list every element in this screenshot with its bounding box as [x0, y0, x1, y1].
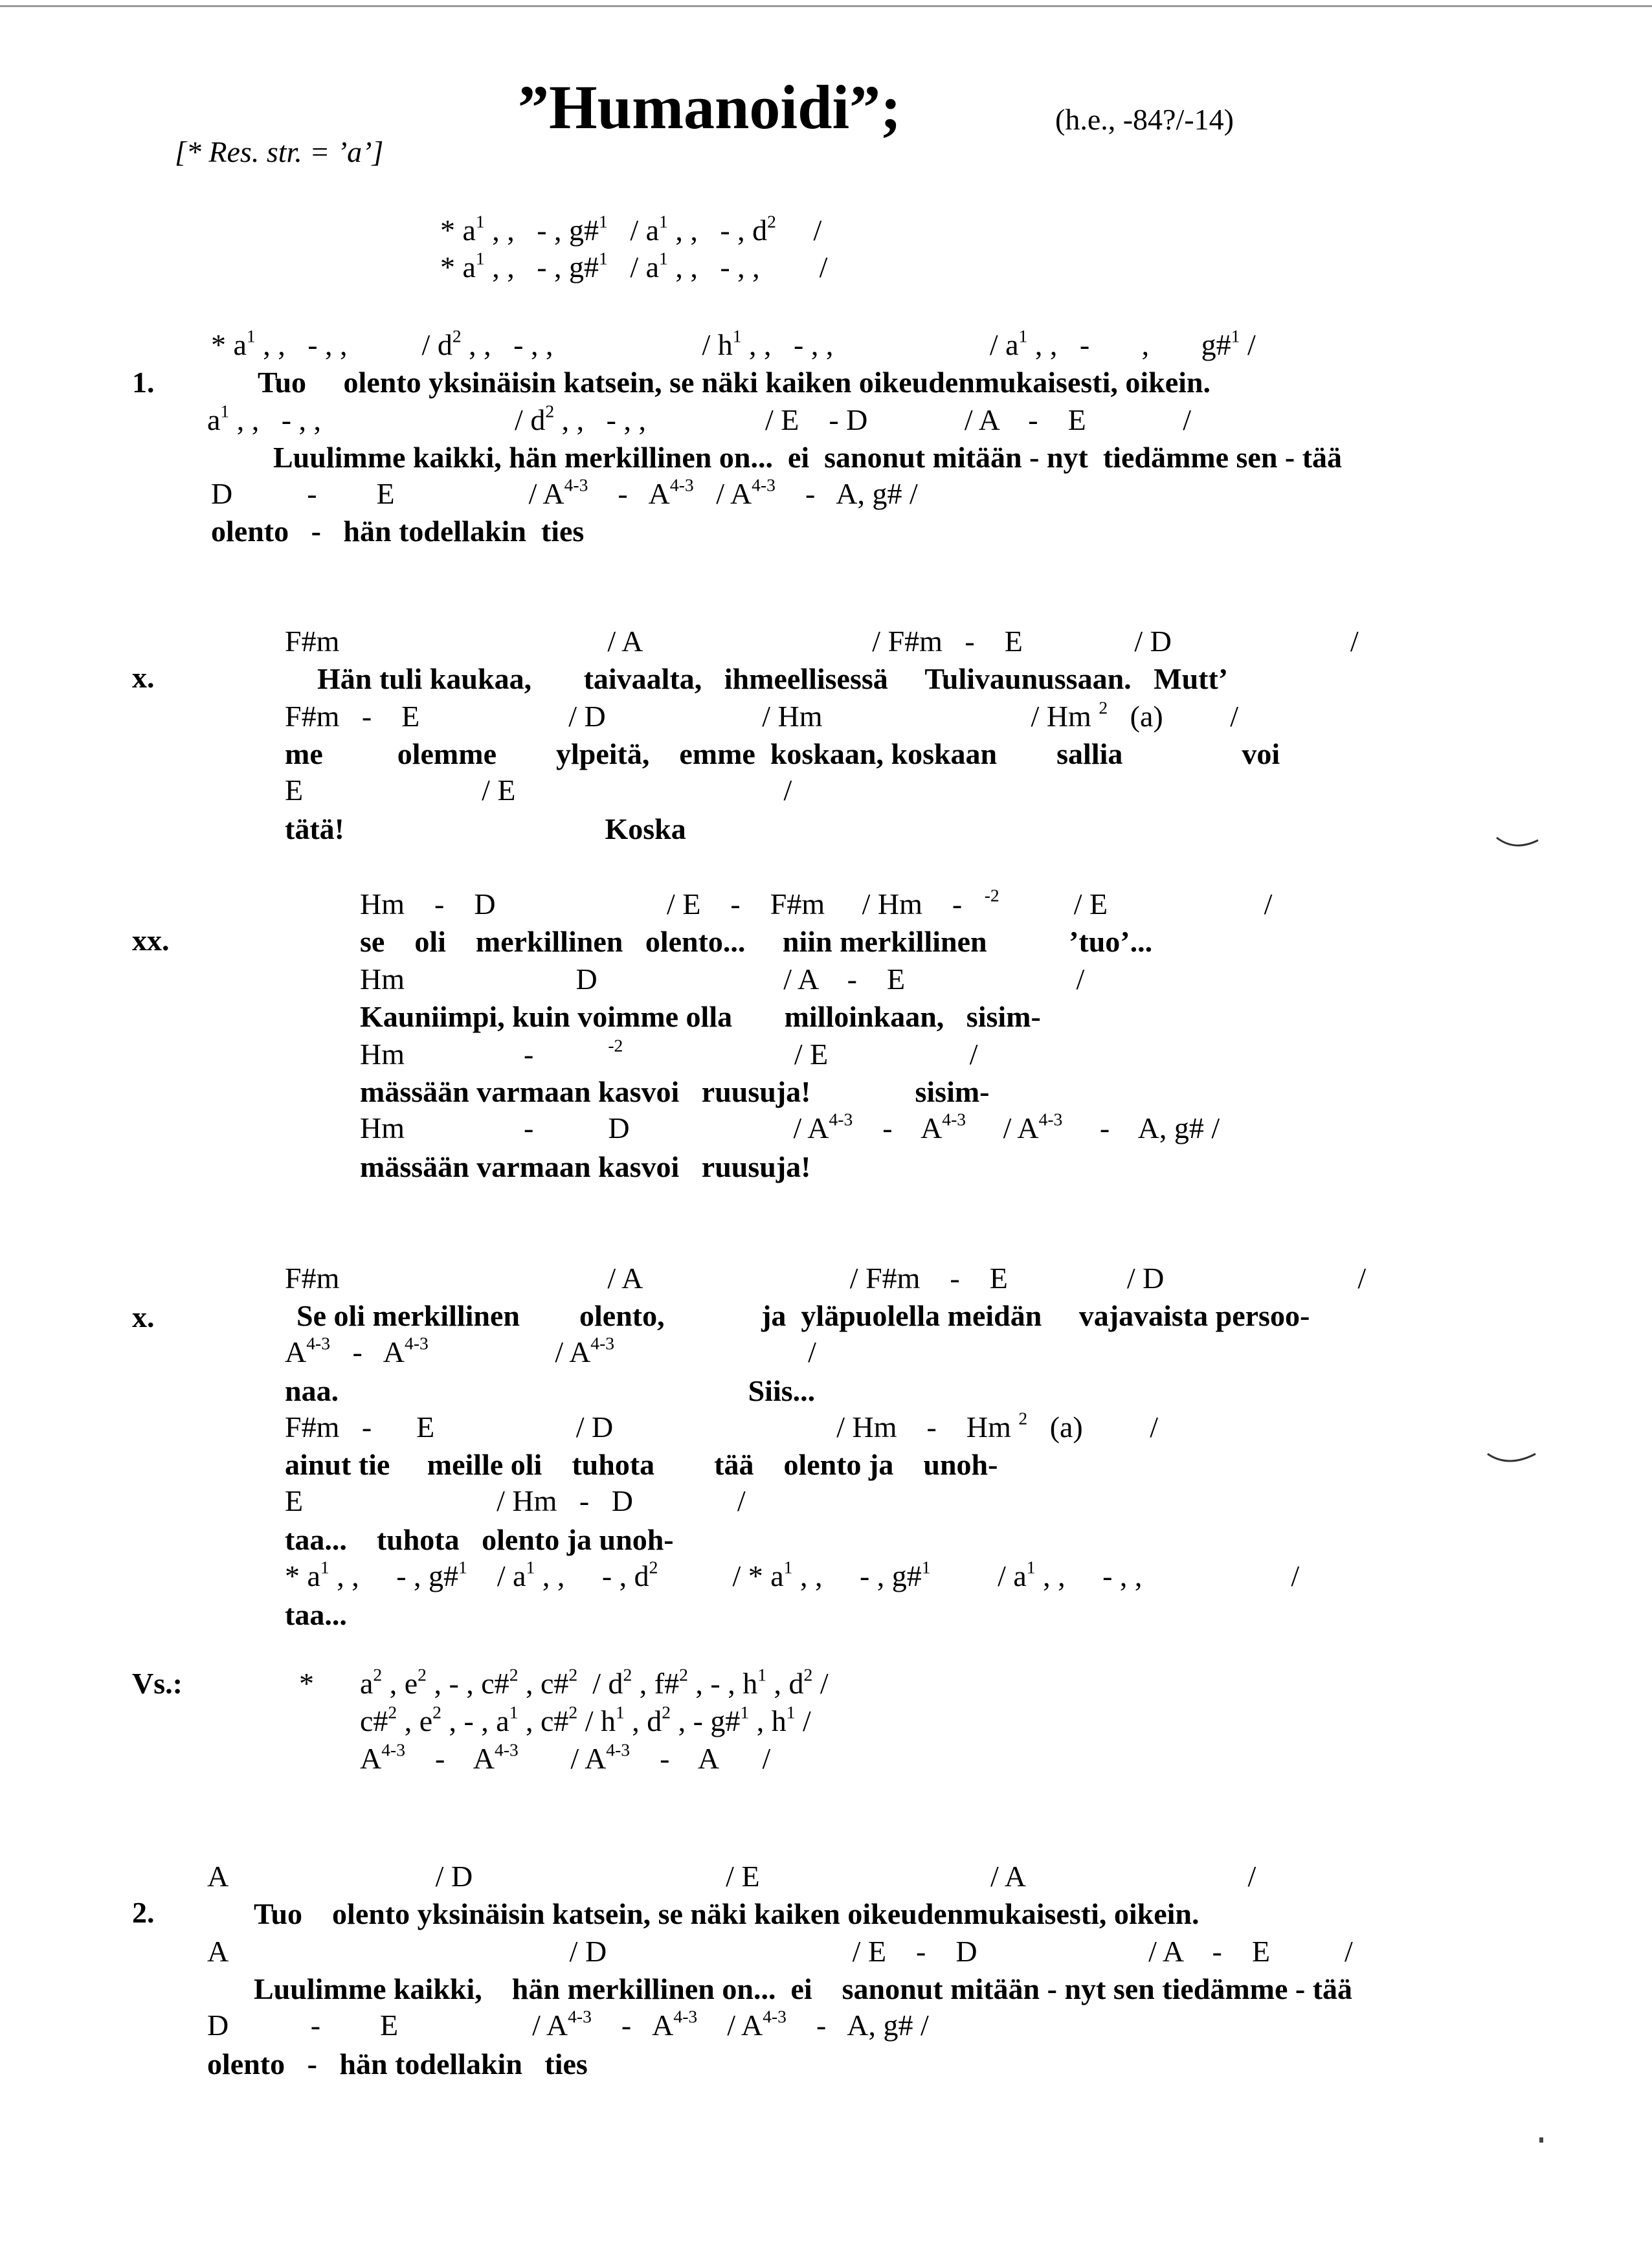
lyric-line: taa... tuhota olento ja unoh- — [285, 1523, 674, 1556]
restoration-note: [* Res. str. = ’a’] — [175, 135, 384, 168]
chord-line: F#m / A / F#m - E / D / — [285, 1262, 1367, 1295]
interlude-star: * — [299, 1667, 314, 1700]
song-date: (h.e., -84?/-14) — [1055, 103, 1234, 136]
lyric-line: Luulimme kaikki, hän merkillinen on... ei sanonut mitään - nyt sen tiedämme - tää — [254, 1972, 1353, 2005]
chord-line: Hm - $^{-2}$ / E / — [360, 1035, 978, 1071]
lyric-line: ainut tie meille oli tuhota tää olento ja unoh- — [285, 1448, 998, 1481]
chord-line: D - E / $A^{4-3}$ - $A^{4-3}$ / $A^{4-3}$ - A, g# / — [207, 2006, 929, 2042]
chord-line: E / E / — [285, 774, 792, 807]
section-marker: Vs.: — [132, 1667, 183, 1700]
lyric-line: mässään varmaan kasvoi ruusuja! sisim- — [360, 1075, 990, 1108]
lyric-line: se oli merkillinen olento... niin merkillinen ’tuo’... — [360, 925, 1153, 958]
lyric-line: Kauniimpi, kuin voimme olla milloinkaan, sisim- — [360, 1000, 1041, 1033]
interlude-line-3: $A^{4-3}$ - $A^{4-3}$ / $A^{4-3}$ - A / — [360, 1739, 771, 1775]
intro-line-1: * $a^1$ , , - , g#$^1$ / $a^1$ , , - , $d^2$ / — [440, 211, 822, 247]
section-marker: 1. — [132, 366, 155, 399]
lyric-line: olento - hän todellakin ties — [211, 515, 585, 548]
lyric-line: Hän tuli kaukaa, taivaalta, ihmeellisessä Tulivaunussaan. Mutt’ — [317, 662, 1229, 695]
chord-line: $A^{4-3} - A^{4-3}$ / $A^{4-3}$ / — [285, 1333, 816, 1368]
chord-line: E / Hm - D / — [285, 1484, 746, 1517]
section-marker: x. — [132, 661, 155, 694]
chord-line: Hm - D / $A^{4-3}$ - $A^{4-3}$ / $A^{4-3}$ - A, g# / — [360, 1109, 1220, 1144]
chord-line: * $a^1$ , , - , , / $d^2$ , , - , , / $h^1$ , , - , , / $a^1$ , , - , g#$^1$ / — [211, 326, 1256, 361]
lyric-line: tätä! Koska — [285, 812, 686, 845]
lyric-line: Tuo olento yksinäisin katsein, se näki kaiken oikeudenmukaisesti, oikein. — [258, 366, 1211, 399]
lyric-line: Luulimme kaikki, hän merkillinen on... ei sanonut mitään - nyt tiedämme sen - tää — [273, 441, 1343, 474]
margin-pen-mark — [1486, 1450, 1538, 1469]
interlude-line-1: $a^2$ , $e^2$ , - , c#$^2$ , c#$^2$ / $d^2$ , f#$^2$ , - , $h^1$ , $d^2$ / — [360, 1664, 829, 1700]
lyric-line: mässään varmaan kasvoi ruusuja! — [360, 1150, 811, 1183]
section-marker: 2. — [132, 1896, 155, 1929]
intro-line-2: * $a^1$ , , - , g#$^1$ / $a^1$ , , - , , / — [440, 248, 828, 284]
chord-line: * $a^1$ , , - , g#$^1$ / $a^1$ , , - , $d^2$ / * $a^1$ , , - , g#$^1$ / $a^1$ , , - , , / — [285, 1557, 1300, 1592]
scan-edge-line — [0, 5, 1652, 7]
lyric-line: taa... — [285, 1598, 347, 1631]
lyric-line: naa. Siis... — [285, 1374, 816, 1407]
section-marker: xx. — [132, 924, 170, 957]
chord-line: D - E / $A^{4-3}$ - $A^{4-3} / A^{4-3}$ - A, g# / — [211, 474, 918, 510]
lyric-line: Se oli merkillinen olento, ja yläpuolella meidän vajavaista persoo- — [296, 1299, 1310, 1332]
lyric-line: Tuo olento yksinäisin katsein, se näki kaiken oikeudenmukaisesti, oikein. — [254, 1897, 1200, 1930]
chord-line: Hm D / A - E / — [360, 963, 1085, 996]
chord-line: $a^1$ , , - , , / $d^2$ , , - , , / E - D / A - E / — [207, 401, 1191, 436]
section-marker: x. — [132, 1300, 155, 1333]
chord-line: A / D / E - D / A - E / — [207, 1935, 1353, 1968]
scan-speck — [1539, 2137, 1543, 2143]
song-title: ”Humanoidi”; — [518, 72, 902, 142]
chord-line: F#m / A / F#m - E / D / — [285, 625, 1359, 658]
chord-line: A / D / E / A / — [207, 1860, 1256, 1893]
chord-line: Hm - D / E - F#m / Hm - $^{-2}$ / E / — [360, 885, 1273, 920]
lyric-line: olento - hän todellakin ties — [207, 2047, 588, 2080]
interlude-line-2: c#$^2$ , $e^2$ , - , $a^1$ , c#$^2$ / $h^1$ , $d^2$ , - g#$^1$ , $h^1$ / — [360, 1702, 811, 1737]
lyric-line: me olemme ylpeitä, emme koskaan, koskaan sallia voi — [285, 737, 1280, 770]
chord-line: F#m - E / D / Hm - Hm $^2$ (a) / — [285, 1408, 1159, 1444]
chord-line: F#m - E / D / Hm / Hm $^2$ (a) / — [285, 697, 1238, 733]
margin-pen-mark — [1495, 835, 1541, 854]
